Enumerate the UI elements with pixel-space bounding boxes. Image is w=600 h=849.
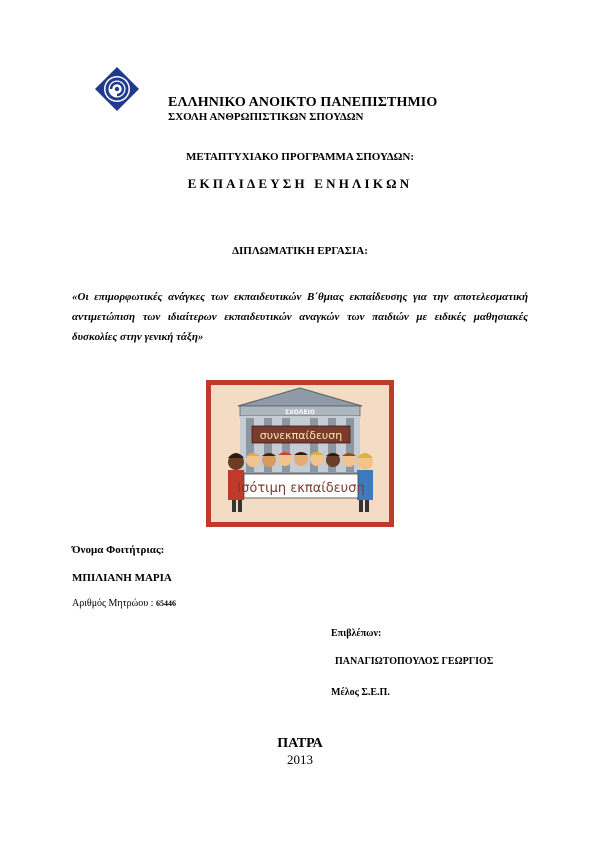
- city: ΠΑΤΡΑ: [277, 736, 323, 751]
- building-sign: ΣΧΟΛΕΙΟ: [285, 409, 315, 416]
- thesis-title: «Οι επιμορφωτικές ανάγκες των εκπαιδευτικών Β΄θμιας εκπαίδευσης για την αποτελεσματική αντιμετώπιση των ιδιαίτερων εκπαιδευτικών αναγκών των παιδιών με ειδικές μαθησιακές δυσκολίες στην γενική τάξη»: [72, 291, 528, 343]
- supervisor-role: Μέλος Σ.Ε.Π.: [331, 687, 390, 698]
- program-name: ΕΚΠΑΙΔΕΥΣΗ ΕΝΗΛΙΚΩΝ: [187, 176, 413, 191]
- supervisor-name: ΠΑΝΑΓΙΩΤΟΠΟΥΛΟΣ ΓΕΩΡΓΙΟΣ: [335, 656, 494, 667]
- banner-top-text: συνεκπαίδευση: [259, 429, 343, 442]
- university-name: ΕΛΛΗΝΙΚΟ ΑΝΟΙΚΤΟ ΠΑΝΕΠΙΣΤΗΜΙΟ: [168, 95, 438, 110]
- banner-bottom-text: Ισότιμη εκπαίδευση: [237, 481, 365, 496]
- program-label: ΜΕΤΑΠΤΥΧΙΑΚΟ ΠΡΟΓΡΑΜΜΑ ΣΠΟΥΔΩΝ:: [185, 151, 415, 163]
- registration-row: [72, 598, 176, 609]
- student-name: ΜΠΙΛΙΑΝΗ ΜΑΡΙΑ: [72, 572, 172, 584]
- thesis-label: ΔΙΠΛΩΜΑΤΙΚΗ ΕΡΓΑΣΙΑ:: [232, 245, 368, 257]
- registration-number: 65446: [155, 599, 176, 608]
- school-name: ΣΧΟΛΗ ΑΝΘΡΩΠΙΣΤΙΚΩΝ ΣΠΟΥΔΩΝ: [168, 111, 364, 123]
- year: 2013: [287, 752, 313, 767]
- supervisor-label: Επιβλέπων:: [331, 628, 382, 639]
- student-label: Όνομα Φοιτήτριας:: [72, 544, 165, 556]
- registration-label: Αριθμός Μητρώου :: [72, 598, 154, 609]
- university-seal-icon: [94, 66, 140, 112]
- cover-illustration: [206, 380, 394, 527]
